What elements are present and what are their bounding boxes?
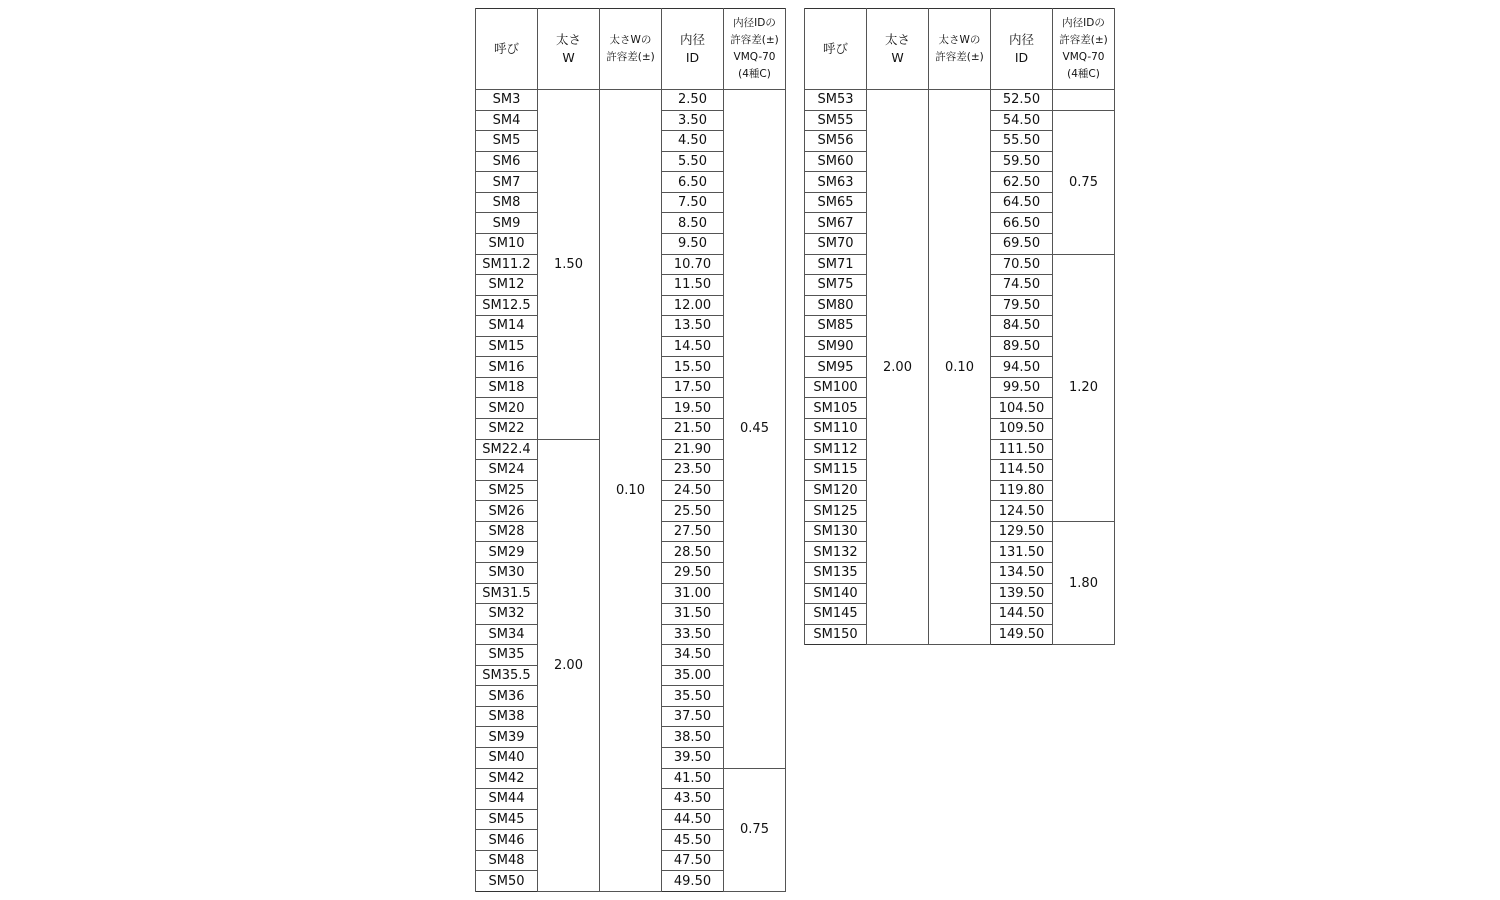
inner-diameter-cell: 119.80 — [991, 480, 1053, 501]
inner-diameter-cell: 62.50 — [991, 172, 1053, 193]
id-tolerance-cell: 0.75 — [724, 768, 786, 891]
call-cell: SM9 — [476, 213, 538, 234]
inner-diameter-cell: 54.50 — [991, 110, 1053, 131]
call-cell: SM120 — [805, 480, 867, 501]
call-cell: SM65 — [805, 192, 867, 213]
call-cell: SM10 — [476, 233, 538, 254]
call-cell: SM36 — [476, 686, 538, 707]
call-cell: SM95 — [805, 357, 867, 378]
inner-diameter-cell: 74.50 — [991, 275, 1053, 296]
inner-diameter-cell: 21.50 — [662, 419, 724, 440]
inner-diameter-cell: 45.50 — [662, 830, 724, 851]
inner-diameter-cell: 13.50 — [662, 316, 724, 337]
table-body — [476, 90, 786, 892]
inner-diameter-cell: 49.50 — [662, 871, 724, 892]
call-cell: SM12 — [476, 275, 538, 296]
inner-diameter-cell: 25.50 — [662, 501, 724, 522]
inner-diameter-cell: 43.50 — [662, 789, 724, 810]
inner-diameter-cell: 12.00 — [662, 295, 724, 316]
call-cell: SM12.5 — [476, 295, 538, 316]
inner-diameter-cell: 99.50 — [991, 377, 1053, 398]
inner-diameter-cell: 14.50 — [662, 336, 724, 357]
inner-diameter-cell: 27.50 — [662, 521, 724, 542]
call-cell: SM45 — [476, 809, 538, 830]
header-width: 太さ W — [867, 9, 929, 90]
table-body — [805, 90, 1115, 645]
call-cell: SM22 — [476, 419, 538, 440]
inner-diameter-cell: 10.70 — [662, 254, 724, 275]
call-cell: SM105 — [805, 398, 867, 419]
call-cell: SM130 — [805, 521, 867, 542]
inner-diameter-cell: 104.50 — [991, 398, 1053, 419]
inner-diameter-cell: 109.50 — [991, 419, 1053, 440]
call-cell: SM70 — [805, 233, 867, 254]
inner-diameter-cell: 35.50 — [662, 686, 724, 707]
call-cell: SM55 — [805, 110, 867, 131]
call-cell: SM29 — [476, 542, 538, 563]
id-tolerance-cell — [1053, 90, 1115, 111]
header-row — [476, 9, 786, 90]
call-cell: SM35 — [476, 645, 538, 666]
inner-diameter-cell: 6.50 — [662, 172, 724, 193]
inner-diameter-cell: 31.00 — [662, 583, 724, 604]
inner-diameter-cell: 4.50 — [662, 131, 724, 152]
call-cell: SM18 — [476, 377, 538, 398]
call-cell: SM125 — [805, 501, 867, 522]
call-cell: SM44 — [476, 789, 538, 810]
call-cell: SM46 — [476, 830, 538, 851]
inner-diameter-cell: 144.50 — [991, 604, 1053, 625]
inner-diameter-cell: 59.50 — [991, 151, 1053, 172]
inner-diameter-cell: 3.50 — [662, 110, 724, 131]
inner-diameter-cell: 2.50 — [662, 90, 724, 111]
inner-diameter-cell: 7.50 — [662, 192, 724, 213]
id-tolerance-cell: 0.45 — [724, 90, 786, 769]
call-cell: SM110 — [805, 419, 867, 440]
width-tolerance-cell: 0.10 — [600, 90, 662, 892]
inner-diameter-cell: 55.50 — [991, 131, 1053, 152]
inner-diameter-cell: 66.50 — [991, 213, 1053, 234]
inner-diameter-cell: 23.50 — [662, 460, 724, 481]
call-cell: SM24 — [476, 460, 538, 481]
call-cell: SM53 — [805, 90, 867, 111]
inner-diameter-cell: 28.50 — [662, 542, 724, 563]
header-id-tolerance: 内径IDの 許容差(±) VMQ-70 (4種C) — [724, 9, 786, 90]
call-cell: SM80 — [805, 295, 867, 316]
header-id-tolerance: 内径IDの 許容差(±) VMQ-70 (4種C) — [1053, 9, 1115, 90]
call-cell: SM150 — [805, 624, 867, 645]
table-row — [476, 90, 786, 111]
table-row — [805, 90, 1115, 111]
call-cell: SM35.5 — [476, 665, 538, 686]
inner-diameter-cell: 79.50 — [991, 295, 1053, 316]
width-cell: 1.50 — [538, 90, 600, 440]
call-cell: SM145 — [805, 604, 867, 625]
call-cell: SM6 — [476, 151, 538, 172]
inner-diameter-cell: 139.50 — [991, 583, 1053, 604]
inner-diameter-cell: 35.00 — [662, 665, 724, 686]
call-cell: SM30 — [476, 562, 538, 583]
header-width: 太さ W — [538, 9, 600, 90]
inner-diameter-cell: 34.50 — [662, 645, 724, 666]
call-cell: SM85 — [805, 316, 867, 337]
call-cell: SM39 — [476, 727, 538, 748]
call-cell: SM28 — [476, 521, 538, 542]
size-table-left — [475, 8, 786, 892]
inner-diameter-cell: 114.50 — [991, 460, 1053, 481]
call-cell: SM26 — [476, 501, 538, 522]
call-cell: SM14 — [476, 316, 538, 337]
call-cell: SM75 — [805, 275, 867, 296]
call-cell: SM50 — [476, 871, 538, 892]
inner-diameter-cell: 38.50 — [662, 727, 724, 748]
call-cell: SM7 — [476, 172, 538, 193]
inner-diameter-cell: 8.50 — [662, 213, 724, 234]
call-cell: SM20 — [476, 398, 538, 419]
inner-diameter-cell: 44.50 — [662, 809, 724, 830]
inner-diameter-cell: 37.50 — [662, 706, 724, 727]
inner-diameter-cell: 69.50 — [991, 233, 1053, 254]
inner-diameter-cell: 134.50 — [991, 562, 1053, 583]
inner-diameter-cell: 31.50 — [662, 604, 724, 625]
call-cell: SM71 — [805, 254, 867, 275]
call-cell: SM3 — [476, 90, 538, 111]
id-tolerance-cell: 0.75 — [1053, 110, 1115, 254]
inner-diameter-cell: 129.50 — [991, 521, 1053, 542]
call-cell: SM31.5 — [476, 583, 538, 604]
inner-diameter-cell: 33.50 — [662, 624, 724, 645]
call-cell: SM90 — [805, 336, 867, 357]
inner-diameter-cell: 24.50 — [662, 480, 724, 501]
inner-diameter-cell: 17.50 — [662, 377, 724, 398]
header-inner-diameter: 内径 ID — [991, 9, 1053, 90]
header-call: 呼び — [805, 9, 867, 90]
call-cell: SM32 — [476, 604, 538, 625]
inner-diameter-cell: 52.50 — [991, 90, 1053, 111]
width-tolerance-cell: 0.10 — [929, 90, 991, 645]
call-cell: SM22.4 — [476, 439, 538, 460]
call-cell: SM16 — [476, 357, 538, 378]
width-cell: 2.00 — [538, 439, 600, 891]
call-cell: SM38 — [476, 706, 538, 727]
call-cell: SM135 — [805, 562, 867, 583]
inner-diameter-cell: 15.50 — [662, 357, 724, 378]
inner-diameter-cell: 64.50 — [991, 192, 1053, 213]
call-cell: SM40 — [476, 748, 538, 769]
inner-diameter-cell: 19.50 — [662, 398, 724, 419]
call-cell: SM8 — [476, 192, 538, 213]
inner-diameter-cell: 11.50 — [662, 275, 724, 296]
call-cell: SM56 — [805, 131, 867, 152]
header-width-tolerance: 太さWの 許容差(±) — [929, 9, 991, 90]
call-cell: SM15 — [476, 336, 538, 357]
call-cell: SM25 — [476, 480, 538, 501]
inner-diameter-cell: 39.50 — [662, 748, 724, 769]
inner-diameter-cell: 124.50 — [991, 501, 1053, 522]
header-inner-diameter: 内径 ID — [662, 9, 724, 90]
inner-diameter-cell: 29.50 — [662, 562, 724, 583]
header-width-tolerance: 太さWの 許容差(±) — [600, 9, 662, 90]
call-cell: SM60 — [805, 151, 867, 172]
width-cell: 2.00 — [867, 90, 929, 645]
call-cell: SM63 — [805, 172, 867, 193]
call-cell: SM132 — [805, 542, 867, 563]
call-cell: SM4 — [476, 110, 538, 131]
inner-diameter-cell: 111.50 — [991, 439, 1053, 460]
header-call: 呼び — [476, 9, 538, 90]
call-cell: SM115 — [805, 460, 867, 481]
inner-diameter-cell: 149.50 — [991, 624, 1053, 645]
id-tolerance-cell: 1.80 — [1053, 521, 1115, 644]
inner-diameter-cell: 5.50 — [662, 151, 724, 172]
size-table-right — [804, 8, 1115, 645]
inner-diameter-cell: 70.50 — [991, 254, 1053, 275]
id-tolerance-cell: 1.20 — [1053, 254, 1115, 521]
call-cell: SM34 — [476, 624, 538, 645]
inner-diameter-cell: 84.50 — [991, 316, 1053, 337]
call-cell: SM5 — [476, 131, 538, 152]
inner-diameter-cell: 131.50 — [991, 542, 1053, 563]
call-cell: SM48 — [476, 850, 538, 871]
inner-diameter-cell: 41.50 — [662, 768, 724, 789]
call-cell: SM11.2 — [476, 254, 538, 275]
inner-diameter-cell: 94.50 — [991, 357, 1053, 378]
inner-diameter-cell: 9.50 — [662, 233, 724, 254]
header-row — [805, 9, 1115, 90]
call-cell: SM140 — [805, 583, 867, 604]
call-cell: SM112 — [805, 439, 867, 460]
inner-diameter-cell: 89.50 — [991, 336, 1053, 357]
call-cell: SM67 — [805, 213, 867, 234]
inner-diameter-cell: 21.90 — [662, 439, 724, 460]
call-cell: SM100 — [805, 377, 867, 398]
call-cell: SM42 — [476, 768, 538, 789]
inner-diameter-cell: 47.50 — [662, 850, 724, 871]
